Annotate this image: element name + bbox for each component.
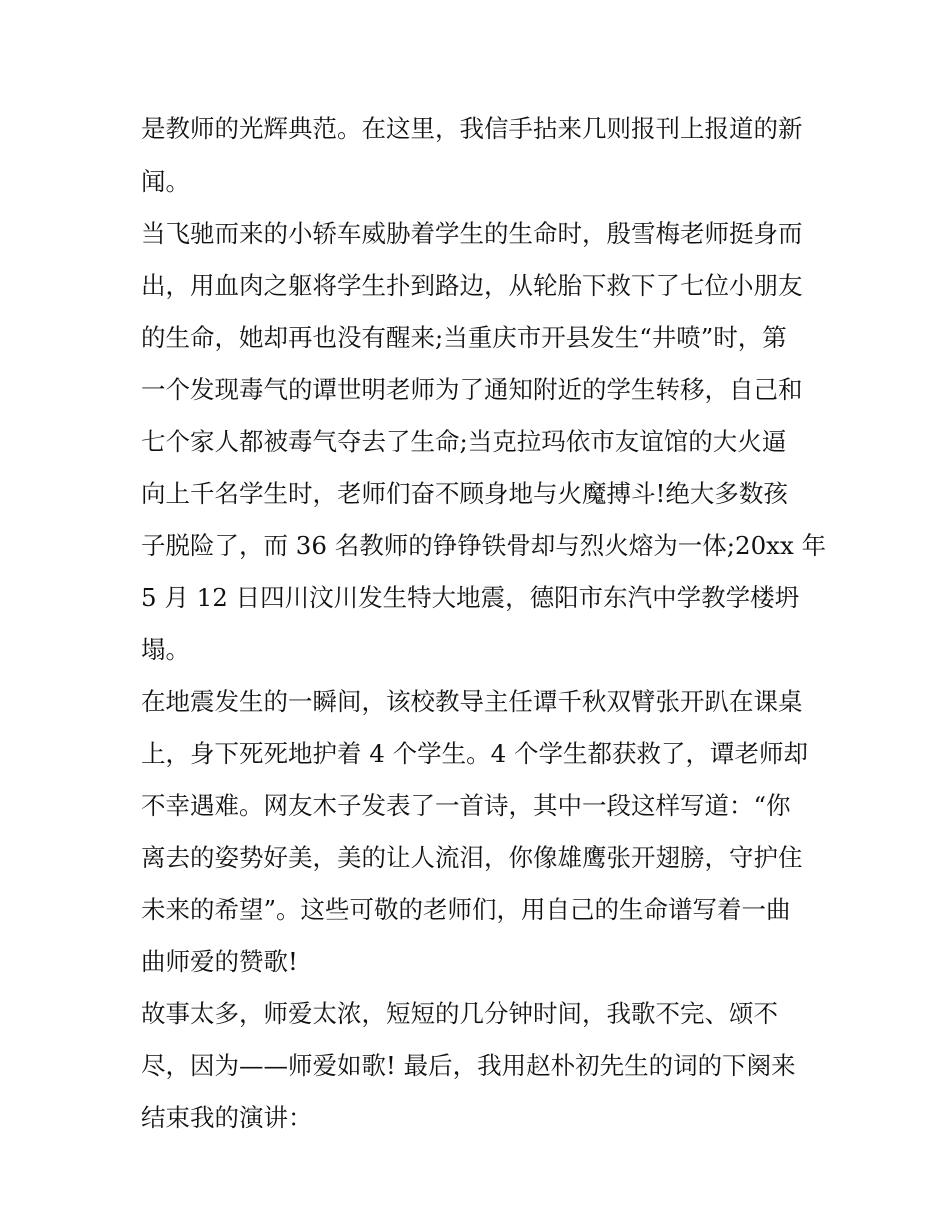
text-line: 离去的姿势好美，美的让人流泪，你像雄鹰张开翅膀，守护住: [141, 843, 803, 872]
text-line: 曲师爱的赞歌!: [141, 947, 298, 976]
text-line: 闻。: [141, 167, 190, 196]
text-line: 向上千名学生时，老师们奋不顾身地与火魔搏斗!绝大多数孩: [141, 479, 788, 508]
text-line: 结束我的演讲：: [141, 1103, 313, 1132]
text-line: 七个家人都被毒气夺去了生命;当克拉玛依市友谊馆的大火逼: [141, 427, 787, 456]
text-line: 当飞驰而来的小轿车威胁着学生的生命时，殷雪梅老师挺身而: [141, 219, 803, 248]
text-line: 未来的希望”。这些可敬的老师们，用自己的生命谱写着一曲: [141, 895, 791, 924]
text-line: 故事太多，师爱太浓，短短的几分钟时间，我歌不完、颂不: [141, 999, 778, 1028]
text-line: 不幸遇难。网友木子发表了一首诗，其中一段这样写道：“你: [141, 791, 791, 820]
text-line: 尽，因为——师爱如歌! 最后，我用赵朴初先生的词的下阕来: [141, 1051, 796, 1080]
text-line: 在地震发生的一瞬间，该校教导主任谭千秋双臂张开趴在课桌: [141, 687, 803, 716]
text-line: 的生命，她却再也没有醒来;当重庆市开县发生“井喷”时，第: [141, 323, 787, 352]
text-line: 5 月 12 日四川汶川发生特大地震，德阳市东汽中学教学楼坍: [141, 583, 800, 612]
text-line: 子脱险了，而 36 名教师的铮铮铁骨却与烈火熔为一体;20xx 年: [141, 531, 827, 560]
text-line: 出，用血肉之躯将学生扑到路边，从轮胎下救下了七位小朋友: [141, 271, 803, 300]
text-line: 一个发现毒气的谭世明老师为了通知附近的学生转移，自己和: [141, 375, 803, 404]
text-line: 上，身下死死地护着 4 个学生。4 个学生都获救了，谭老师却: [141, 739, 809, 768]
text-line: 是教师的光辉典范。在这里，我信手拈来几则报刊上报道的新: [141, 114, 803, 143]
text-line: 塌。: [141, 635, 190, 664]
